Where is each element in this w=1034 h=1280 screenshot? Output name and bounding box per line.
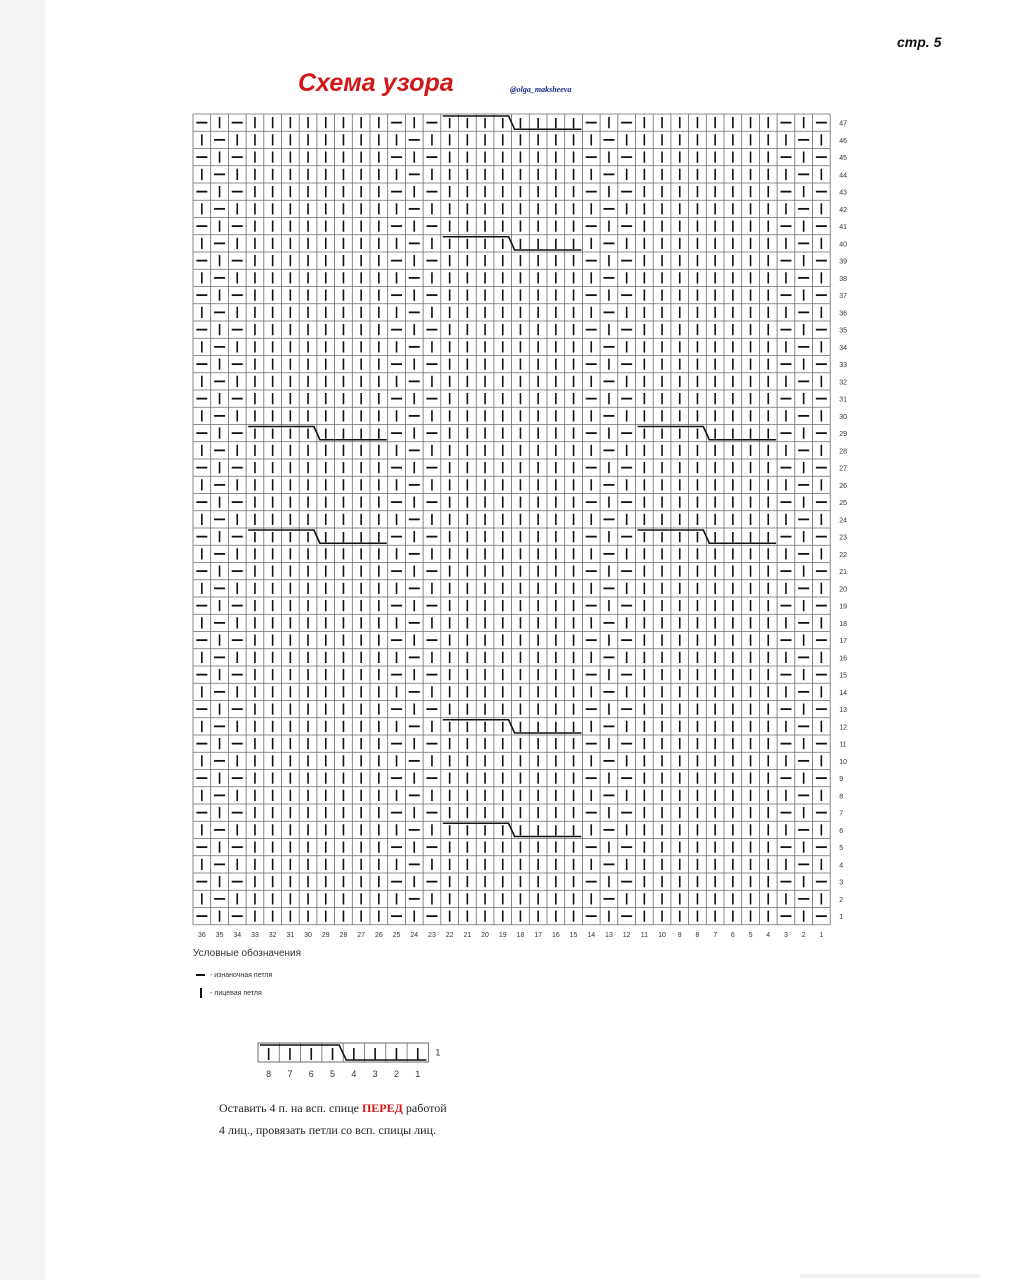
column-label: 31 (286, 931, 295, 939)
column-label: 22 (445, 931, 454, 939)
cable-cross (443, 720, 582, 733)
column-label: 12 (622, 931, 631, 939)
column-label: 19 (498, 931, 507, 939)
legend-item-purl (196, 969, 272, 981)
detail-column-label: 2 (393, 1069, 399, 1079)
row-label: 35 (839, 327, 847, 335)
column-label: 20 (481, 931, 489, 939)
row-label: 40 (839, 241, 847, 249)
legend-label-knit: - лицевая петля (210, 989, 262, 997)
column-label: 9 (677, 931, 682, 939)
row-label: 19 (839, 603, 847, 611)
cable-cross (248, 530, 387, 543)
row-label: 5 (839, 845, 844, 853)
row-label: 24 (839, 517, 847, 525)
instruction-line-2: 4 лиц., провязать петли со всп. спицы лиц. (219, 1123, 437, 1137)
knit-symbol-icon (196, 988, 210, 998)
column-label: 32 (268, 931, 277, 939)
row-label: 36 (839, 310, 847, 318)
column-label: 15 (569, 931, 578, 939)
row-label: 29 (839, 431, 847, 439)
detail-row-label: 1 (435, 1047, 441, 1058)
row-label: 47 (839, 120, 847, 128)
column-label: 36 (197, 931, 206, 939)
instruction-line-1 (219, 1101, 447, 1116)
column-label: 7 (713, 931, 718, 939)
cable-cross (638, 427, 777, 440)
column-label: 17 (534, 931, 543, 939)
column-label: 29 (321, 931, 330, 939)
detail-column-label: 1 (415, 1069, 421, 1079)
instruction-accent: ПЕРЕД (361, 1101, 403, 1115)
cable-cross (248, 427, 387, 440)
row-label: 23 (839, 534, 847, 542)
column-label: 10 (658, 931, 666, 939)
row-label: 4 (839, 862, 844, 870)
row-label: 17 (839, 638, 847, 646)
row-label: 41 (839, 224, 847, 232)
row-label: 37 (839, 293, 847, 301)
row-label: 7 (839, 810, 844, 818)
column-label: 30 (304, 931, 312, 939)
row-label: 42 (839, 206, 847, 214)
row-label: 31 (839, 396, 847, 404)
row-label: 38 (839, 275, 847, 283)
column-label: 24 (410, 931, 419, 939)
row-label: 30 (839, 413, 847, 421)
column-label: 8 (695, 931, 700, 939)
row-label: 2 (839, 896, 844, 904)
row-label: 12 (839, 724, 847, 732)
legend-item-knit (196, 987, 262, 999)
column-label: 11 (640, 931, 648, 939)
column-label: 25 (392, 931, 401, 939)
row-label: 15 (839, 672, 847, 680)
column-label: 2 (801, 931, 806, 939)
row-label: 39 (839, 258, 847, 266)
instruction-line-1-end: работой (402, 1101, 447, 1115)
column-label: 14 (587, 931, 596, 939)
detail-column-label: 7 (287, 1069, 293, 1079)
detail-column-label: 6 (308, 1069, 314, 1079)
row-label: 45 (839, 155, 847, 163)
instruction-line-1-start: Оставить 4 п. на всп. спице (219, 1101, 362, 1115)
purl-symbol-icon (196, 970, 210, 980)
page-title: Схема узора (298, 69, 454, 97)
row-label: 46 (839, 137, 847, 145)
column-label: 18 (516, 931, 525, 939)
row-label: 9 (839, 776, 844, 784)
row-label: 33 (839, 362, 847, 370)
column-label: 16 (551, 931, 560, 939)
column-label: 23 (428, 931, 436, 939)
column-label: 27 (357, 931, 366, 939)
legend-title: Условные обозначения (193, 948, 302, 959)
column-label: 34 (233, 931, 242, 939)
row-label: 14 (839, 689, 847, 697)
row-label: 25 (839, 500, 847, 508)
legend-label-purl: - изнаночная петля (210, 971, 273, 979)
row-label: 11 (839, 741, 847, 749)
column-label: 28 (339, 931, 348, 939)
row-label: 20 (839, 586, 847, 594)
author-handle: @olga_maksheeva (510, 85, 572, 94)
column-label: 6 (730, 931, 735, 939)
row-label: 18 (839, 620, 847, 628)
detail-column-label: 8 (266, 1069, 272, 1079)
column-label: 33 (251, 931, 259, 939)
row-label: 43 (839, 189, 847, 197)
row-label: 1 (839, 914, 844, 922)
row-label: 6 (839, 827, 844, 835)
column-label: 1 (819, 931, 824, 939)
footer-mark (800, 1274, 980, 1278)
detail-column-label: 4 (351, 1069, 357, 1079)
row-label: 8 (839, 793, 844, 801)
page-number: стр. 5 (897, 34, 942, 50)
cable-cross (638, 530, 777, 543)
column-label: 5 (748, 931, 753, 939)
row-label: 16 (839, 655, 847, 663)
row-label: 27 (839, 465, 847, 473)
column-label: 3 (783, 931, 788, 939)
row-label: 10 (839, 758, 847, 766)
column-label: 13 (605, 931, 613, 939)
row-label: 22 (839, 551, 847, 559)
column-label: 26 (374, 931, 383, 939)
detail-column-label: 5 (330, 1069, 336, 1079)
row-label: 13 (839, 707, 847, 715)
row-label: 3 (839, 879, 844, 887)
row-label: 44 (839, 172, 847, 180)
row-label: 28 (839, 448, 847, 456)
cable-cross (443, 237, 582, 250)
column-label: 4 (766, 931, 771, 939)
cable-cross (443, 823, 582, 836)
row-label: 32 (839, 379, 847, 387)
column-label: 35 (215, 931, 224, 939)
row-label: 34 (839, 344, 847, 352)
detail-column-label: 3 (372, 1069, 378, 1079)
row-label: 21 (839, 569, 847, 577)
row-label: 26 (839, 482, 847, 490)
column-label: 21 (463, 931, 472, 939)
cable-cross (443, 116, 582, 129)
